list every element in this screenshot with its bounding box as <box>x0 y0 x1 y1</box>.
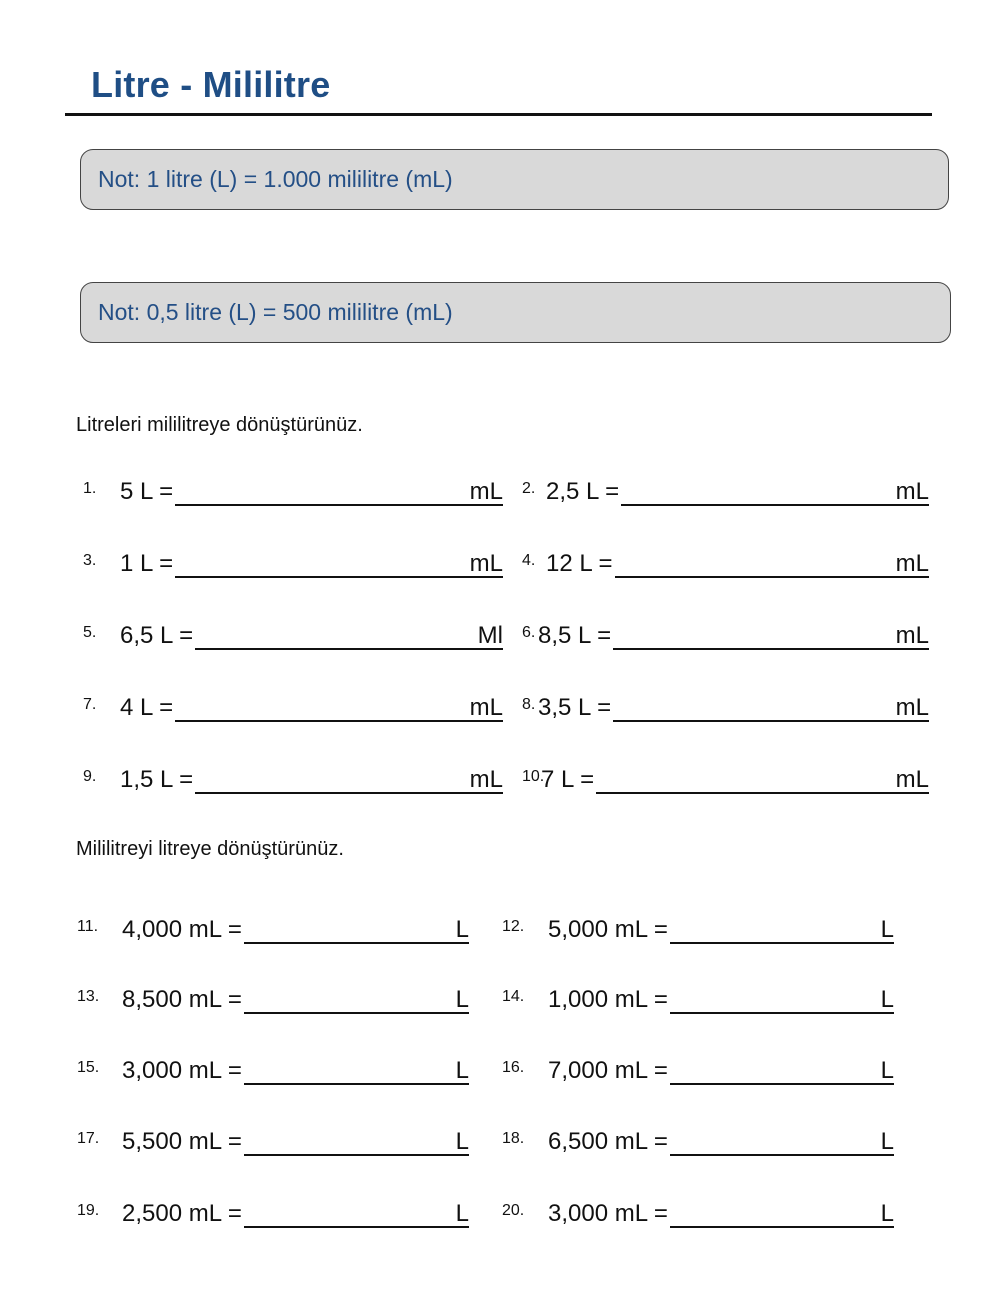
exercise-expression: 8,5 L = <box>538 622 612 649</box>
unit-label: mL <box>895 550 929 577</box>
exercise-number: 20. <box>502 1202 525 1219</box>
unit-label: mL <box>895 478 929 505</box>
note-text-1: Not: 1 litre (L) = 1.000 mililitre (mL) <box>98 166 453 192</box>
section-1-instruction: Litreleri mililitreye dönüştürünüz. <box>76 414 363 436</box>
exercise-expression: 1 L = <box>120 550 174 577</box>
exercise-expression: 1,5 L = <box>120 766 194 793</box>
exercise-number: 3. <box>83 552 97 569</box>
exercise-expression: 6,500 mL = <box>548 1128 668 1155</box>
answer-blank[interactable] <box>195 792 503 794</box>
answer-blank[interactable] <box>195 648 503 650</box>
unit-label: L <box>455 1200 469 1227</box>
unit-label: L <box>880 986 894 1013</box>
exercise-number: 2. <box>522 480 536 497</box>
answer-blank[interactable] <box>613 720 929 722</box>
exercise-number: 18. <box>502 1130 525 1147</box>
unit-label: mL <box>469 766 503 793</box>
answer-blank[interactable] <box>670 1226 894 1228</box>
answer-blank[interactable] <box>596 792 929 794</box>
exercise-expression: 5,000 mL = <box>548 916 668 943</box>
exercise-number: 4. <box>522 552 536 569</box>
exercise-expression: 7,000 mL = <box>548 1057 668 1084</box>
unit-label: L <box>455 1057 469 1084</box>
answer-blank[interactable] <box>670 1154 894 1156</box>
unit-label: L <box>880 916 894 943</box>
exercise-number: 5. <box>83 624 97 641</box>
answer-blank[interactable] <box>244 942 469 944</box>
exercise-expression: 4,000 mL = <box>122 916 242 943</box>
answer-blank[interactable] <box>670 1083 894 1085</box>
answer-blank[interactable] <box>670 1012 894 1014</box>
unit-label: L <box>455 916 469 943</box>
exercise-expression: 8,500 mL = <box>122 986 242 1013</box>
unit-label: mL <box>469 478 503 505</box>
unit-label: mL <box>895 694 929 721</box>
answer-blank[interactable] <box>615 576 929 578</box>
exercise-number: 14. <box>502 988 525 1005</box>
exercise-expression: 5,500 mL = <box>122 1128 242 1155</box>
exercise-number: 9. <box>83 768 97 785</box>
answer-blank[interactable] <box>244 1083 469 1085</box>
section-2-instruction: Mililitreyi litreye dönüştürünüz. <box>76 838 344 860</box>
answer-blank[interactable] <box>175 720 503 722</box>
exercise-expression: 1,000 mL = <box>548 986 668 1013</box>
exercise-expression: 5 L = <box>120 478 174 505</box>
exercise-expression: 6,5 L = <box>120 622 194 649</box>
exercise-expression: 3,5 L = <box>538 694 612 721</box>
exercise-number: 11. <box>77 918 99 935</box>
answer-blank[interactable] <box>613 648 929 650</box>
answer-blank[interactable] <box>244 1012 469 1014</box>
unit-label: mL <box>469 694 503 721</box>
exercise-number: 13. <box>77 988 100 1005</box>
exercise-expression: 3,000 mL = <box>122 1057 242 1084</box>
answer-blank[interactable] <box>621 504 929 506</box>
answer-blank[interactable] <box>175 576 503 578</box>
exercise-expression: 2,500 mL = <box>122 1200 242 1227</box>
exercise-expression: 7 L = <box>541 766 595 793</box>
exercise-expression: 3,000 mL = <box>548 1200 668 1227</box>
exercise-number: 17. <box>77 1130 100 1147</box>
unit-label: L <box>880 1128 894 1155</box>
exercise-expression: 4 L = <box>120 694 174 721</box>
exercise-number: 15. <box>77 1059 100 1076</box>
page-title: Litre - Mililitre <box>91 64 331 105</box>
unit-label: L <box>880 1200 894 1227</box>
exercise-number: 8. <box>522 696 536 713</box>
unit-label: mL <box>895 622 929 649</box>
note-box-2 <box>80 282 951 343</box>
unit-label: mL <box>469 550 503 577</box>
answer-blank[interactable] <box>244 1154 469 1156</box>
unit-label: L <box>455 1128 469 1155</box>
exercise-number: 12. <box>502 918 525 935</box>
exercise-number: 19. <box>77 1202 100 1219</box>
exercise-number: 7. <box>83 696 97 713</box>
exercise-number: 16. <box>502 1059 525 1076</box>
unit-label: L <box>880 1057 894 1084</box>
exercise-expression: 2,5 L = <box>546 478 620 505</box>
answer-blank[interactable] <box>670 942 894 944</box>
unit-label: Ml <box>477 622 503 649</box>
unit-label: L <box>455 986 469 1013</box>
title-divider <box>65 113 932 116</box>
answer-blank[interactable] <box>175 504 503 506</box>
answer-blank[interactable] <box>244 1226 469 1228</box>
exercise-expression: 12 L = <box>546 550 613 577</box>
exercise-number: 1. <box>83 480 97 497</box>
note-box-1 <box>80 149 949 210</box>
exercise-number: 6. <box>522 624 536 641</box>
unit-label: mL <box>895 766 929 793</box>
note-text-2: Not: 0,5 litre (L) = 500 mililitre (mL) <box>98 299 453 325</box>
exercise-number: 10. <box>522 768 545 785</box>
